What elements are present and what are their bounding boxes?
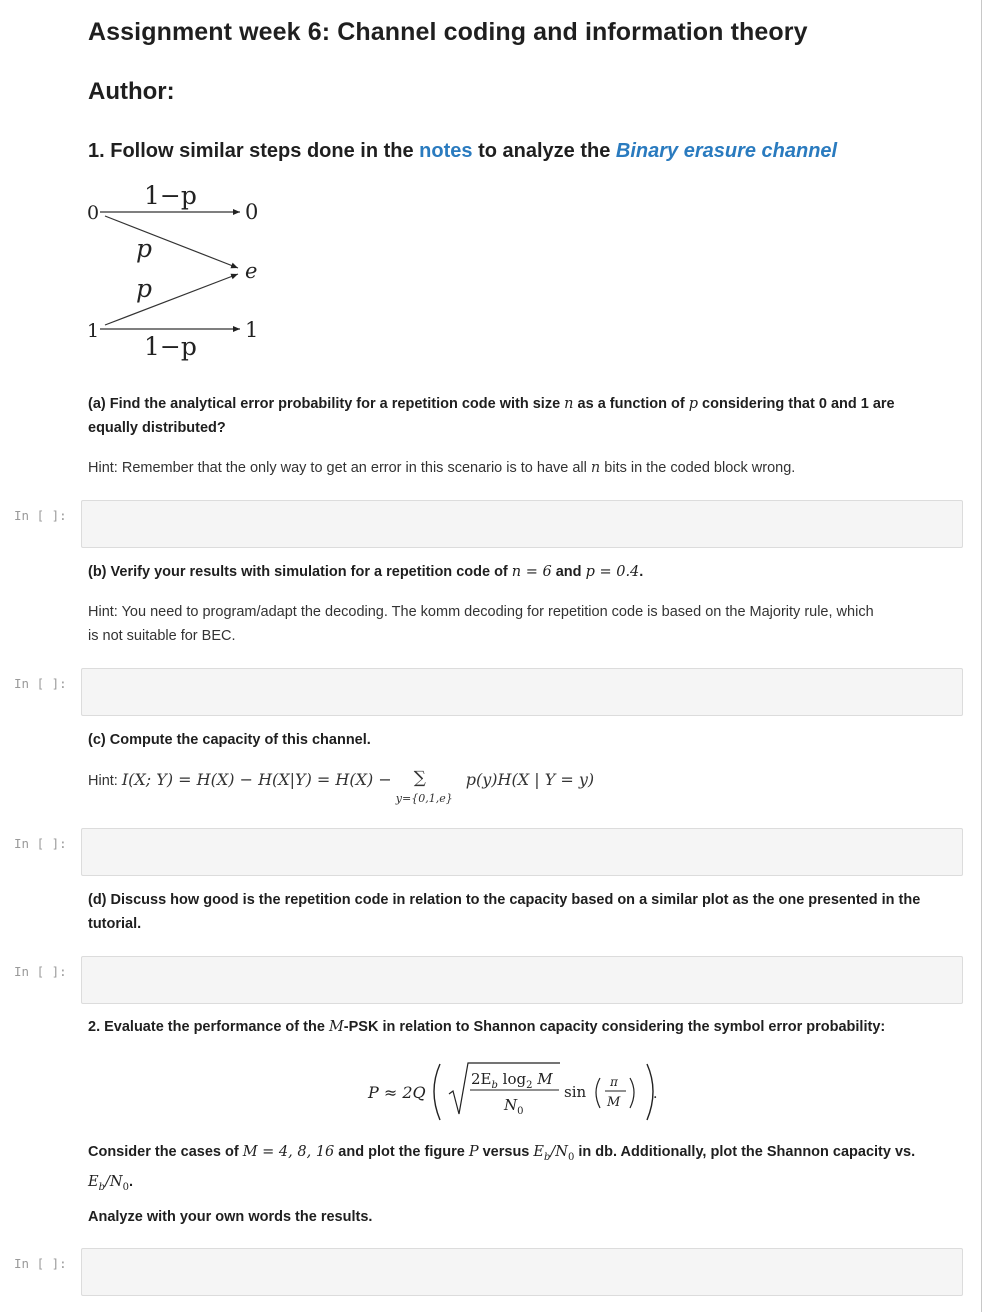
qc-hint-formula: I(X; Y) = H(X) − H(X|Y) = H(X) − <box>121 770 392 789</box>
sin-label: sin <box>564 1083 587 1101</box>
qa-text-1: (a) Find the analytical error probability for a repetition code with size <box>88 396 565 412</box>
input-1-label: 1 <box>87 320 100 342</box>
qa-hint-1: Hint: Remember that the only way to get an error in this scenario is to have all <box>88 460 591 476</box>
qd-text-1: (d) Discuss how good is the repetition code in relation to the capacity based on a similar plot as the one presented in the <box>88 892 921 908</box>
qa-hint-n: n <box>590 460 601 476</box>
q2-inst-1: Consider the cases of <box>88 1144 243 1160</box>
q2-text-2: -PSK in relation to Shannon capacity considering the symbol error probability: <box>343 1019 886 1035</box>
qa-p: p <box>688 396 699 412</box>
code-cell-5[interactable] <box>81 1248 963 1296</box>
q2-inst-n2: /N <box>105 1173 123 1190</box>
formula-period: . <box>653 1086 658 1102</box>
mpsk-error-formula <box>360 1058 680 1128</box>
qb-hint-2: is not suitable for BEC. <box>88 628 236 644</box>
qb-text-2: and <box>551 564 586 580</box>
code-cell-3[interactable] <box>81 828 963 876</box>
qa-text-3: considering that 0 and 1 are <box>698 396 895 412</box>
question-1-heading <box>88 140 837 163</box>
qa-hint-2: bits in the coded block wrong. <box>600 460 796 476</box>
prob-top-label: 1−p <box>144 181 197 210</box>
qb-p-eq: p = 0.4 <box>585 564 640 580</box>
q2-inst-m: M = 4, 8, 16 <box>242 1144 335 1160</box>
page-title: Assignment week 6: Channel coding and information theory <box>88 18 808 46</box>
binary-erasure-channel-link[interactable]: Binary erasure channel <box>615 140 838 162</box>
question-2-text <box>88 1015 968 1039</box>
q2-inst-end: . <box>128 1173 133 1190</box>
author-heading: Author: <box>88 78 175 105</box>
qc-sum-sub: y={0,1,e} <box>395 792 453 805</box>
q1-prefix: 1. Follow similar steps done in the <box>88 140 420 162</box>
q2-inst-n-sub: 0 <box>567 1151 575 1163</box>
q2-inst-p: P <box>468 1144 479 1160</box>
q2-inst-eb-sub: b <box>544 1151 551 1163</box>
qc-hint-label: Hint: <box>88 773 122 789</box>
q2-inst-n2-sub: 0 <box>122 1181 129 1193</box>
cell-1-prompt: In [ ]: <box>14 508 67 523</box>
cell-3-prompt: In [ ]: <box>14 836 67 851</box>
bec-diagram <box>80 172 280 372</box>
pi-denominator: M <box>607 1095 621 1110</box>
q2-inst-n: /N <box>550 1144 568 1160</box>
q2-inst-eb2: E <box>88 1173 99 1190</box>
qb-text-1: (b) Verify your results with simulation for a repetition code of <box>88 564 512 580</box>
edge-1-to-e <box>105 274 238 325</box>
cell-4-prompt: In [ ]: <box>14 964 67 979</box>
prob-cross-upper-label: p <box>136 234 153 263</box>
pi-symbol: π <box>610 1075 618 1089</box>
qa-text-2: as a function of <box>573 396 689 412</box>
edge-0-to-e <box>105 216 238 268</box>
inner-paren-right <box>630 1078 634 1108</box>
q1-middle: to analyze the <box>472 140 616 162</box>
notes-link[interactable]: notes <box>419 140 473 162</box>
question-b-hint <box>88 600 948 648</box>
qa-text-4: equally distributed? <box>88 420 226 436</box>
q2-inst-eb2-sub: b <box>98 1181 105 1193</box>
prob-cross-lower-label: p <box>136 274 153 303</box>
code-cell-2[interactable] <box>81 668 963 716</box>
q2-inst-3: versus <box>478 1144 534 1160</box>
question-b-text <box>88 560 938 584</box>
question-c-hint <box>88 768 948 805</box>
question-2-analyze: Analyze with your own words the results. <box>88 1209 373 1225</box>
prob-bottom-label: 1−p <box>144 332 197 361</box>
output-e-label: e <box>245 259 258 283</box>
output-1-label: 1 <box>245 318 259 342</box>
qb-text-3: . <box>639 564 644 580</box>
q2-inst-eb: E <box>533 1144 544 1160</box>
qc-sum-term: p(y)H(X | Y = y) <box>465 770 595 789</box>
qc-sigma: ∑ <box>413 768 426 788</box>
frac-numerator: $2E_b$ $\log_2 M$ <box>471 1070 553 1091</box>
question-c-text: (c) Compute the capacity of this channel. <box>88 732 371 748</box>
q2-m: M <box>328 1019 344 1035</box>
q2-inst-4: in db. Additionally, plot the Shannon capacity vs. <box>574 1144 916 1160</box>
outer-paren-left <box>434 1064 440 1120</box>
question-a-text <box>88 392 938 440</box>
question-2-instructions <box>88 1140 968 1200</box>
question-a-hint <box>88 456 948 480</box>
page-border <box>981 0 982 1312</box>
q2-inst-2: and plot the figure <box>334 1144 469 1160</box>
output-0-label: 0 <box>245 200 259 224</box>
qb-hint-1: Hint: You need to program/adapt the decoding. The komm decoding for repetition code is based on the Majority rule, which <box>88 604 874 620</box>
qd-text-2: tutorial. <box>88 916 142 932</box>
question-d-text <box>88 888 938 936</box>
cell-2-prompt: In [ ]: <box>14 676 67 691</box>
q2-text-1: 2. Evaluate the performance of the <box>88 1019 329 1035</box>
inner-paren-left <box>596 1078 600 1108</box>
qb-n-eq: n = 6 <box>511 564 552 580</box>
input-0-label: 0 <box>87 202 100 224</box>
code-cell-1[interactable] <box>81 500 963 548</box>
frac-denominator: $N_0$ <box>504 1096 524 1117</box>
qa-n: n <box>564 396 574 412</box>
formula-lhs: P ≈ 2Q <box>368 1083 426 1102</box>
cell-5-prompt: In [ ]: <box>14 1256 67 1271</box>
code-cell-4[interactable] <box>81 956 963 1004</box>
